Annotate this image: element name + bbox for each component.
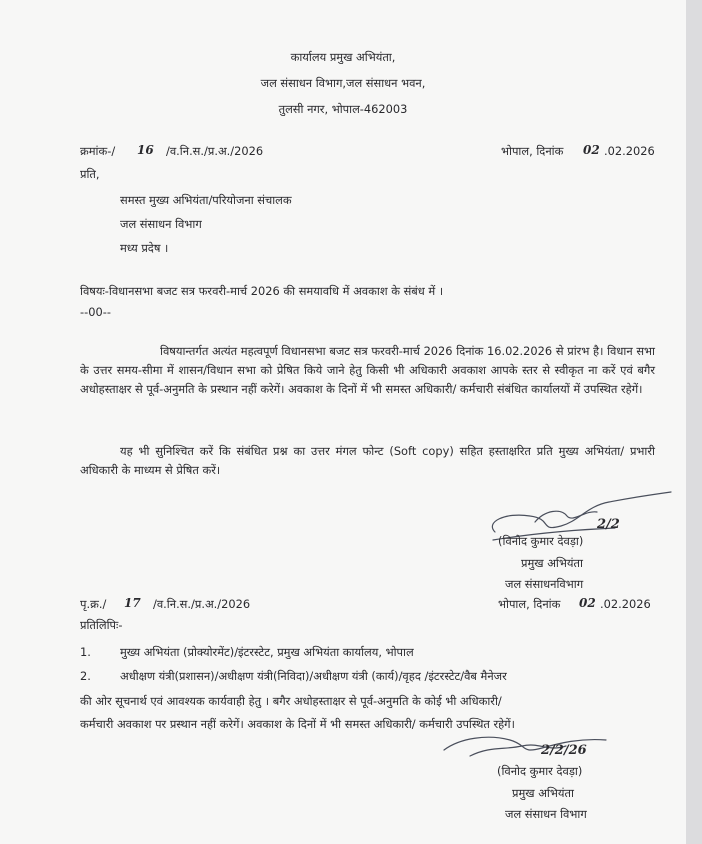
reference-date-day: 02 (583, 143, 600, 157)
header-address: तुलसी नगर, भोपाल-462003 (278, 102, 408, 116)
copy-item-1-number: 1. (80, 645, 91, 659)
reference-number: 16 (137, 143, 154, 157)
scan-edge (686, 0, 702, 844)
signature-scribble-2 (430, 716, 630, 770)
signatory-designation: प्रमुख अभियंता (521, 556, 583, 570)
copy-item-2-line-3: कर्मचारी अवकाश पर प्रस्थान नहीं करेगें। अवकाश के दिनों में भी समस्त अधिकारी/ कर्मचारी उपस्थित रहेगें। (80, 717, 515, 731)
endorsement-number: 17 (124, 596, 141, 610)
reference-date: .02.2026 (604, 144, 655, 158)
header-office: कार्यालय प्रमुख अभियंता, (290, 50, 396, 64)
endorsement-suffix: /व.नि.स./प्र.अ./2026 (153, 597, 251, 611)
endorsement-place-label: भोपाल, दिनांक (498, 597, 561, 611)
recipient-line1: समस्त मुख्य अभियंता/परियोजना संचालक (120, 193, 292, 207)
signature-handwritten-date-2: 2/2/26 (541, 743, 587, 758)
signatory-name-2: (विनोद कुमार देवड़ा) (497, 764, 583, 778)
copy-label: प्रतिलिपिः- (80, 618, 123, 632)
signatory-designation-2: प्रमुख अभियंता (512, 786, 574, 800)
reference-prefix: क्रमांक-/ (80, 144, 116, 158)
recipient-line2: जल संसाधन विभाग (120, 217, 202, 231)
signatory-name: (विनोद कुमार देवड़ा) (498, 534, 584, 548)
subject-line: विषयः-विधानसभा बजट सत्र फरवरी-मार्च 2026 की समयावधि में अवकाश के संबंध में । (80, 284, 444, 298)
recipient-to: प्रति, (80, 167, 100, 181)
reference-suffix: /व.नि.स./प्र.अ./2026 (166, 144, 264, 158)
signatory-department-2: जल संसाधन विभाग (505, 807, 587, 821)
endorsement-date: .02.2026 (600, 597, 651, 611)
body-paragraph-1: विषयान्तर्गत अत्यंत महत्वपूर्ण विधानसभा बजट सत्र फरवरी-मार्च 2026 दिनांक 16.02.2026 से प्रांरभ है। विधान सभा के उत्तर समय-सीमा में शासन/विधान सभा को प्रेषित किये जाने हेतु किसी भी अधिकारी अवकाश आपके स्तर से स्वीकृत ना करें एवं बगैर अधोहस्ताक्षर से पूर्व-अनुमति के प्रस्थान नहीं करेगें। अवकाश के दिनों में भी समस्त अधिकारी/ कर्मचारी संबंधित कार्यालयों में उपस्थित रहेगें। (80, 344, 655, 396)
endorsement-prefix: पृ.क्र./ (80, 597, 107, 611)
endorsement-date-day: 02 (579, 596, 596, 610)
recipient-line3: मध्य प्रदेष । (120, 241, 169, 255)
copy-item-1: मुख्य अभियंता (प्रोक्योरमेंट)/इंटरस्टेट, प्रमुख अभियंता कार्यालय, भोपाल (120, 645, 414, 659)
body-paragraph-2: यह भी सुनिश्चित करें कि संबंधित प्रश्न का उत्तर मंगल फोन्ट (Soft copy) सहित हस्ताक्षरित प्रति मुख्य अभियंता/ प्रभारी अधिकारी के माध्यम से प्रेषित करें। (80, 444, 655, 477)
copy-item-2-line-1: अधीक्षण यंत्री(प्रशासन)/अधीक्षण यंत्री(निविदा)/अधीक्षण यंत्री (कार्य)/वृहद /इंटरस्टेट/वैब मैनेजर (120, 669, 507, 683)
signatory-department: जल संसाधनविभाग (505, 577, 584, 591)
copy-item-2-line-2: की ओर सूचनार्थ एवं आवश्यक कार्यवाही हेतु । बगैर अधोहस्ताक्षर से पूर्व-अनुमति के कोई भी अधिकारी/ (80, 694, 502, 708)
signature-handwritten-date: 2/2 (597, 517, 620, 532)
subject-divider: --00-- (80, 305, 111, 319)
copy-item-2-number: 2. (80, 669, 91, 683)
header-department: जल संसाधन विभाग,जल संसाधन भवन, (260, 76, 426, 90)
reference-place-label: भोपाल, दिनांक (501, 144, 564, 158)
